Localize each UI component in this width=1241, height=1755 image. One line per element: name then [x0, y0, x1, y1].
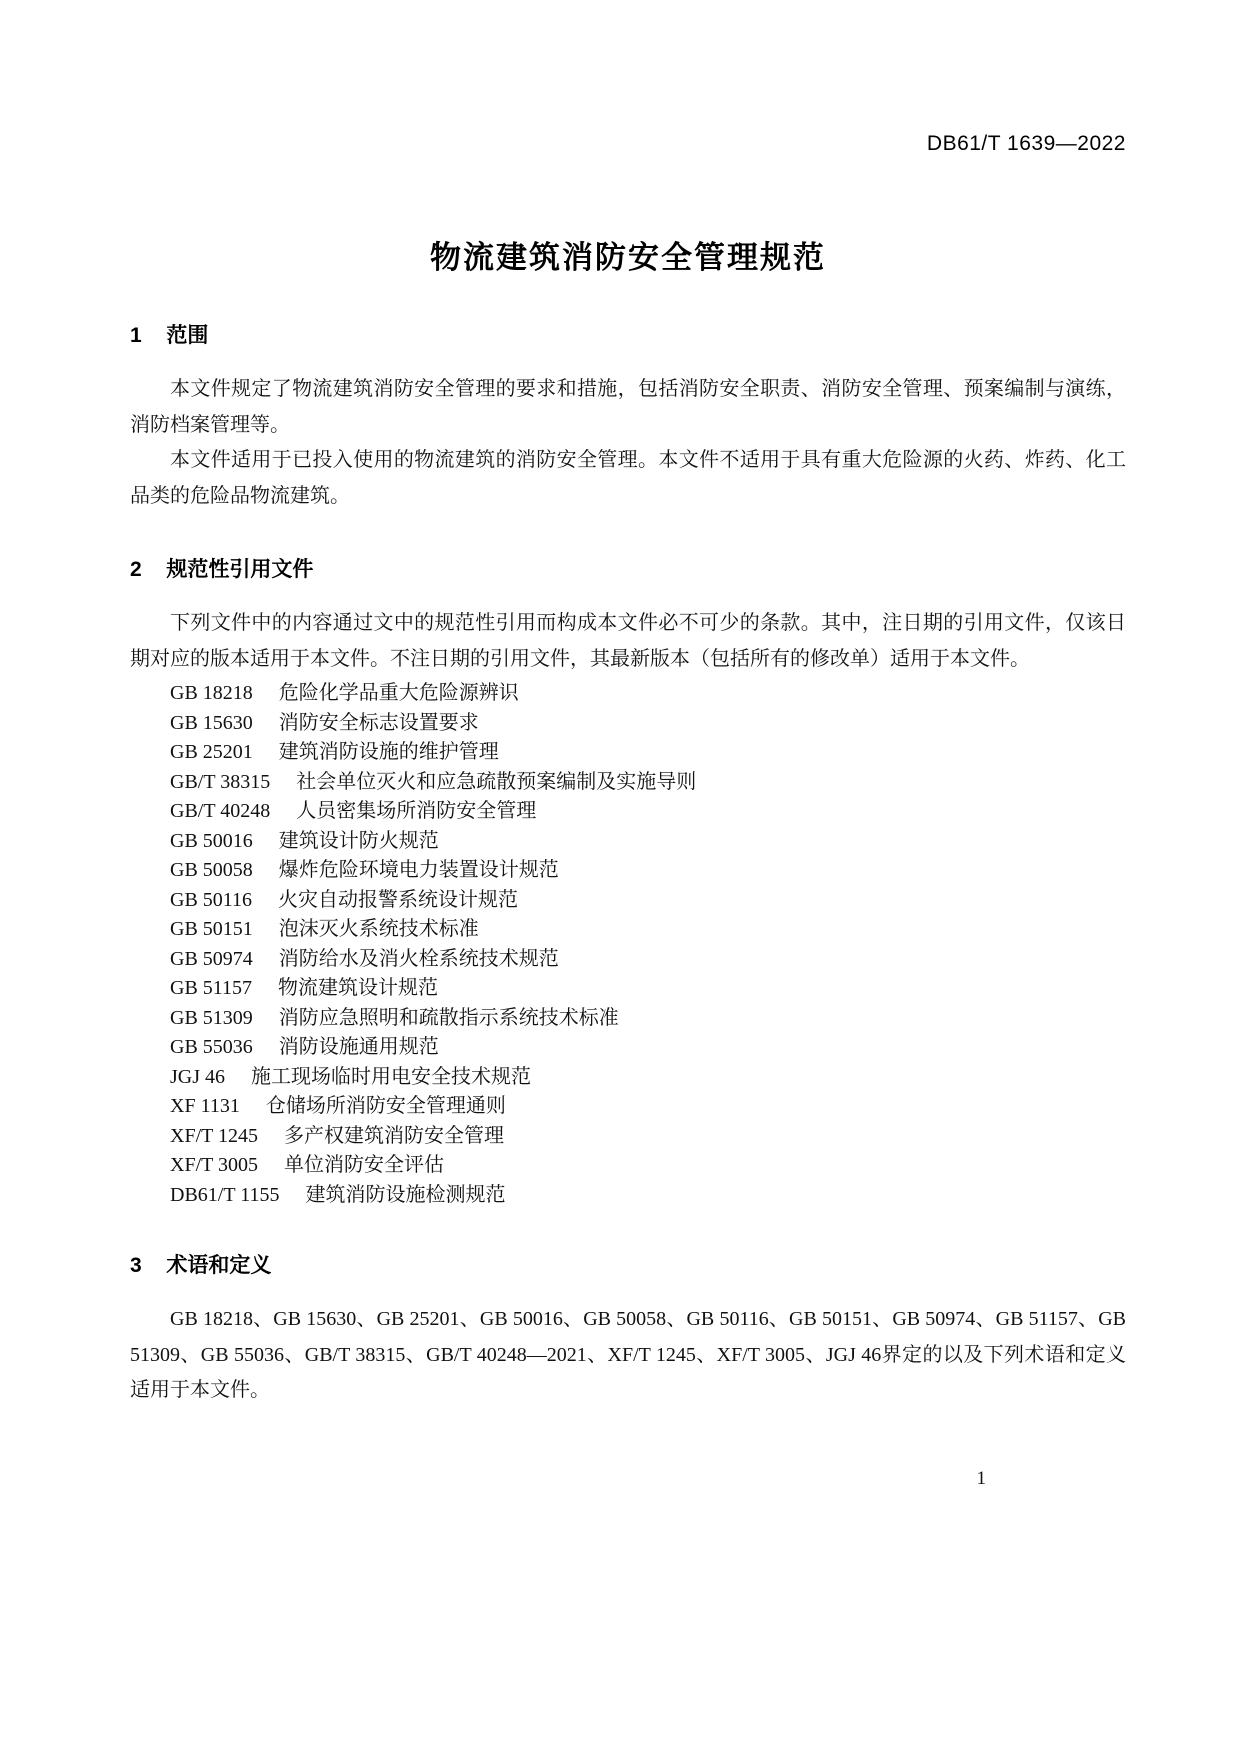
- reference-code: GB 25201: [170, 741, 253, 763]
- reference-code: GB 51157: [170, 977, 253, 999]
- reference-title: 爆炸危险环境电力装置设计规范: [278, 859, 559, 881]
- reference-code: GB/T 38315: [170, 770, 271, 793]
- reference-title: 消防安全标志设置要求: [278, 711, 479, 734]
- reference-item: [170, 1033, 1126, 1063]
- reference-code: GB/T 40248: [170, 800, 271, 822]
- reference-code: GB 50016: [170, 829, 253, 852]
- reference-item: [170, 886, 1126, 916]
- reference-item: [170, 856, 1126, 886]
- reference-title: 物流建筑设计规范: [278, 977, 439, 999]
- reference-item: [170, 1122, 1126, 1152]
- reference-title: 人员密集场所消防安全管理: [296, 800, 537, 822]
- reference-code: JGJ 46: [170, 1065, 226, 1088]
- reference-item: [170, 738, 1126, 768]
- section-2-heading: [130, 556, 1126, 584]
- reference-title: 仓储场所消防安全管理通则: [265, 1095, 506, 1117]
- reference-title: 社会单位灭火和应急疏散预案编制及实施导则: [296, 770, 697, 793]
- reference-code: GB 50058: [170, 859, 253, 881]
- reference-code: GB 18218: [170, 682, 253, 704]
- reference-item: [170, 827, 1126, 857]
- reference-code: GB 50116: [170, 888, 253, 911]
- terms-paragraph: GB 18218、GB 15630、GB 25201、GB 50016、GB 50058、GB 50116、GB 50151、GB 50974、GB 51157、GB 51309、GB 55036、GB/T 38315、GB/T 40248—2021、XF/T 1245、XF/T 3005、JGJ 46界定的以及下列术语和定义适用于本文件。: [130, 1308, 1126, 1401]
- document-title: 物流建筑消防安全管理规范: [430, 240, 826, 275]
- reference-title: 危险化学品重大危险源辨识: [278, 682, 519, 704]
- section-1-number: 1: [130, 324, 142, 347]
- reference-title: 单位消防安全评估: [283, 1154, 444, 1176]
- reference-item: [170, 797, 1126, 827]
- reference-item: [170, 1181, 1126, 1211]
- reference-item: [170, 915, 1126, 945]
- reference-item: [170, 1092, 1126, 1122]
- reference-code: DB61/T 1155: [170, 1183, 280, 1206]
- reference-list: [170, 679, 1126, 1210]
- page-number: 1: [976, 1468, 986, 1489]
- scope-paragraph-1: 本文件规定了物流建筑消防安全管理的要求和措施，包括消防安全职责、消防安全管理、预案编制与演练，消防档案管理等。: [130, 378, 1126, 436]
- reference-title: 火灾自动报警系统设计规范: [278, 888, 519, 911]
- reference-item: [170, 945, 1126, 975]
- reference-item: [170, 709, 1126, 739]
- reference-code: GB 50151: [170, 918, 253, 940]
- reference-title: 建筑消防设施的维护管理: [278, 741, 499, 763]
- section-1-heading: [130, 322, 1126, 350]
- reference-code: XF/T 3005: [170, 1154, 258, 1176]
- reference-title: 多产权建筑消防安全管理: [283, 1124, 504, 1147]
- reference-item: [170, 1151, 1126, 1181]
- scope-paragraph-2: 本文件适用于已投入使用的物流建筑的消防安全管理。本文件不适用于具有重大危险源的火药、炸药、化工品类的危险品物流建筑。: [130, 449, 1126, 507]
- section-2-label: 规范性引用文件: [166, 558, 314, 581]
- section-3-heading: [130, 1252, 1126, 1280]
- reference-item: [170, 1063, 1126, 1093]
- section-normative-references: [130, 556, 1126, 1210]
- doc-number: DB61/T 1639—2022: [926, 132, 1126, 155]
- reference-code: GB 55036: [170, 1036, 253, 1058]
- section-2-number: 2: [130, 558, 142, 581]
- reference-code: GB 51309: [170, 1006, 253, 1029]
- reference-title: 泡沫灭火系统技术标准: [278, 918, 479, 940]
- reference-code: XF/T 1245: [170, 1124, 258, 1147]
- section-scope: [130, 322, 1126, 514]
- section-3-number: 3: [130, 1254, 142, 1277]
- reference-title: 消防设施通用规范: [278, 1036, 439, 1058]
- reference-code: GB 50974: [170, 947, 253, 970]
- references-intro-paragraph: 下列文件中的内容通过文中的规范性引用而构成本文件必不可少的条款。其中，注日期的引用文件，仅该日期对应的版本适用于本文件。不注日期的引用文件，其最新版本（包括所有的修改单）适用于本文件。: [130, 612, 1126, 670]
- reference-item: [170, 768, 1126, 798]
- reference-title: 施工现场临时用电安全技术规范: [251, 1065, 532, 1088]
- reference-title: 建筑设计防火规范: [278, 829, 439, 852]
- section-3-label: 术语和定义: [166, 1254, 272, 1277]
- reference-item: [170, 679, 1126, 709]
- reference-code: XF 1131: [170, 1095, 240, 1117]
- section-1-label: 范围: [166, 324, 209, 347]
- reference-title: 消防给水及消火栓系统技术规范: [278, 947, 559, 970]
- section-terms: [130, 1252, 1126, 1409]
- reference-item: [170, 1004, 1126, 1034]
- reference-title: 消防应急照明和疏散指示系统技术标准: [278, 1006, 619, 1029]
- reference-code: GB 15630: [170, 711, 253, 734]
- reference-item: [170, 974, 1126, 1004]
- reference-title: 建筑消防设施检测规范: [305, 1183, 506, 1206]
